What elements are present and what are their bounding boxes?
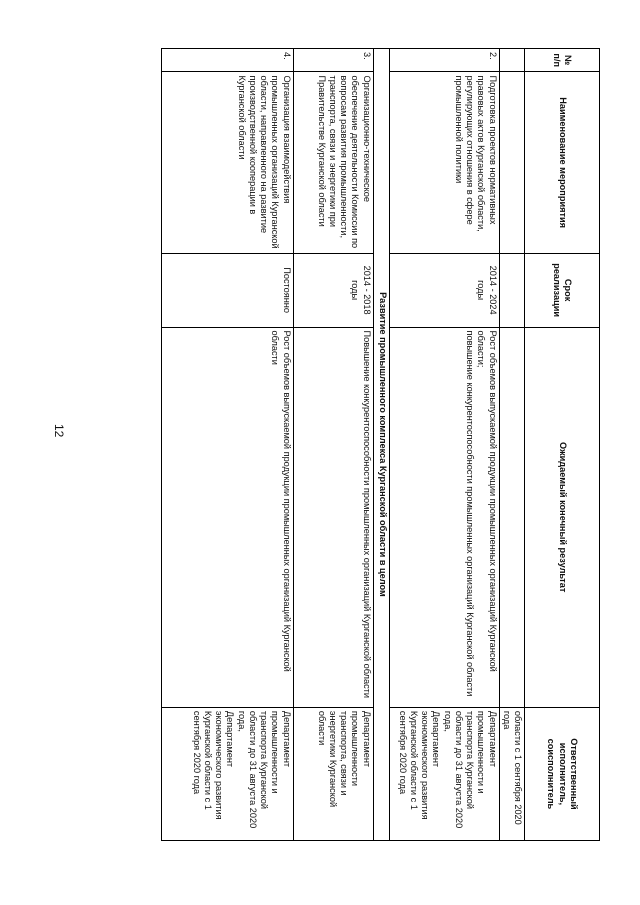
cont-term [499,253,524,327]
row-result: Рост объемов выпускаемой продукции промышленных организаций Курганской области [161,327,293,707]
row-name: Организационно-техническое обеспечение деятельности Комиссии по вопросам развития промышленности, транспорта, связи и энергетики при Правительстве Курганской области [293,72,373,253]
row-term: Постоянно [161,253,293,327]
table-header-row [525,49,600,841]
row-executor: Департамент промышленности транспорта, связи и энергетики Курганской области [293,707,373,840]
cont-executor: области с 1 сентября 2020 года [499,707,524,840]
header-term: Срок реализации [525,253,600,327]
rotated-table-container [113,48,600,841]
row-executor: Департамент промышленности и транспорта Курганской области до 31 августа 2020 года, Департамент экономического развития Курганской области с 1 сентября 2020 года [389,707,499,840]
section-header-row [373,49,389,841]
table-row [293,49,373,841]
header-result: Ожидаемый конечный результат [525,327,600,707]
page-number: 12 [52,424,66,438]
header-num: № п/п [525,49,600,72]
cont-name [499,72,524,253]
row-name: Подготовка проектов нормативных правовых актов Курганской области, регулирующих отношения в сфере промышленной политики [389,72,499,253]
row-term: 2014 - 2018 годы [293,253,373,327]
table-row [389,49,499,841]
row-result: Рост объемов выпускаемой продукции промышленных организаций Курганской области; повышение конкурентоспособности промышленных организаций Курганской области [389,327,499,707]
cont-num [499,49,524,72]
row-num: 4. [161,49,293,72]
row-executor: Департамент промышленности и транспорта Курганской области до 31 августа 2020 года, Департамент экономического развития Курганской области с 1 сентября 2020 года [161,707,293,840]
continuation-row [499,49,524,841]
cont-result [499,327,524,707]
measures-table [161,48,600,841]
row-term: 2014 - 2024 годы [389,253,499,327]
table-row [161,49,293,841]
header-name: Наименование мероприятия [525,72,600,253]
row-num: 3. [293,49,373,72]
header-executor: Ответственный исполнитель, соисполнитель [525,707,600,840]
row-name: Организация взаимодействия промышленных организаций Курганской области, направленного на развитие производственной кооперации в Курганской области [161,72,293,253]
section-title: Развитие промышленного комплекса Курганской области в целом [373,49,389,841]
row-num: 2. [389,49,499,72]
row-result: Повышение конкурентоспособности промышленных организаций Курганской области [293,327,373,707]
